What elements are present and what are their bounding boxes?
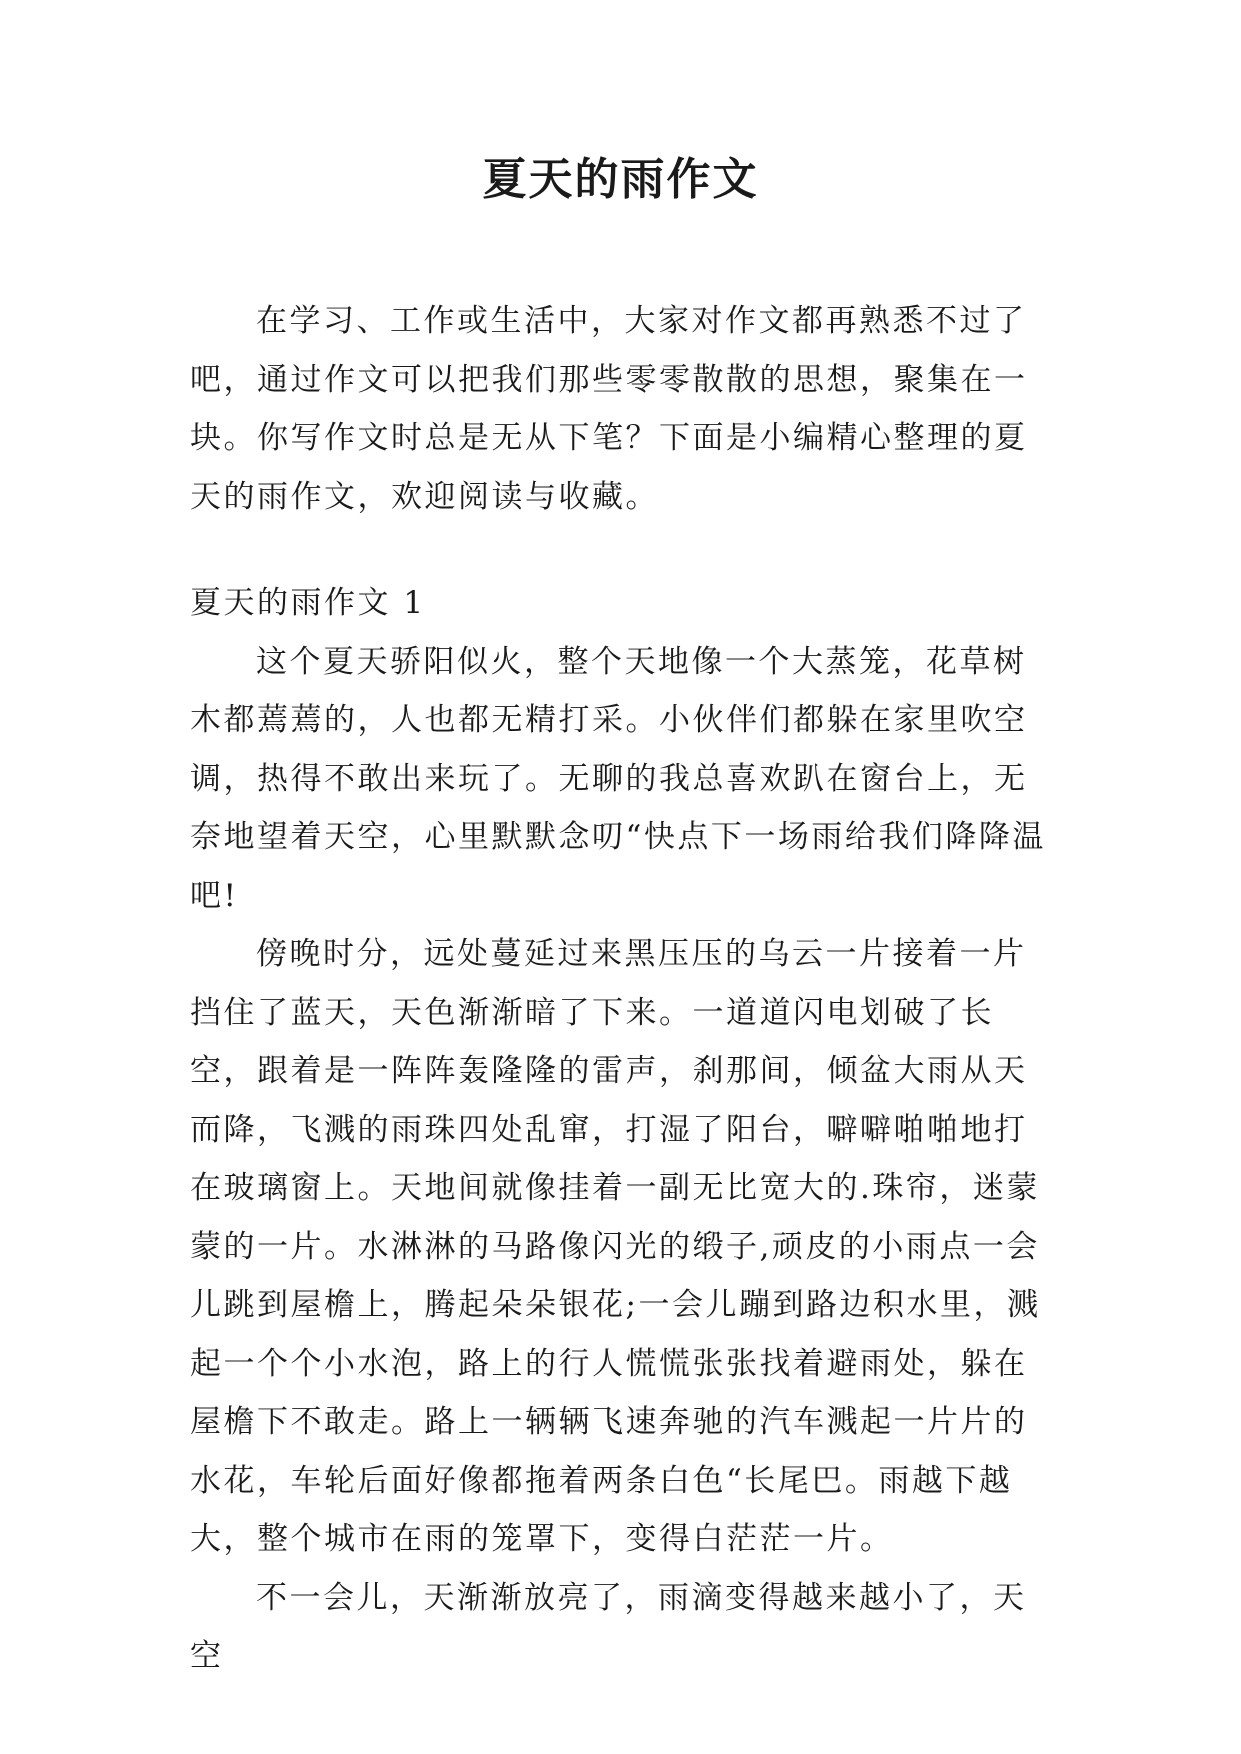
essay-heading: 夏天的雨作文 1 (190, 585, 426, 621)
document-title: 夏天的雨作文 (482, 154, 759, 205)
intro-paragraph: 在学习、工作或生活中，大家对作文都再熟悉不过了吧，通过作文可以把我们那些零零散散的思想，聚集在一块。你写作文时总是无从下笔？下面是小编精心整理的夏天的雨作文，欢迎阅读与收藏。 (190, 303, 1028, 515)
essay-paragraph-3: 不一会儿，天渐渐放亮了，雨滴变得越来越小了，天空 (190, 1579, 1027, 1674)
essay-paragraph-1: 这个夏天骄阳似火，整个天地像一个大蒸笼，花草树木都蔫蔫的，人也都无精打采。小伙伴们都躲在家里吹空调，热得不敢出来玩了。无聊的我总喜欢趴在窗台上，无奈地望着天空，心里默默念叨“快点下一场雨给我们降降温吧! (190, 643, 1046, 914)
essay-paragraph-2: 傍晚时分，远处蔓延过来黑压压的乌云一片接着一片挡住了蓝天，天色渐渐暗了下来。一道道闪电划破了长空，跟着是一阵阵轰隆隆的雷声，刹那间，倾盆大雨从天而降，飞溅的雨珠四处乱窜，打湿了阳台，噼噼啪啪地打在玻璃窗上。天地间就像挂着一副无比宽大的.珠帘，迷蒙蒙的一片。水淋淋的马路像闪光的缎子,顽皮的小雨点一会儿跳到屋檐上，腾起朵朵银花;一会儿蹦到路边积水里，溅起一个个小水泡，路上的行人慌慌张张找着避雨处，躲在屋檐下不敢走。路上一辆辆飞速奔驰的汽车溅起一片片的水花，车轮后面好像都拖着两条白色“长尾巴。雨越下越大，整个城市在雨的笼罩下，变得白茫茫一片。 (190, 936, 1041, 1557)
essay-section (190, 574, 1052, 1686)
